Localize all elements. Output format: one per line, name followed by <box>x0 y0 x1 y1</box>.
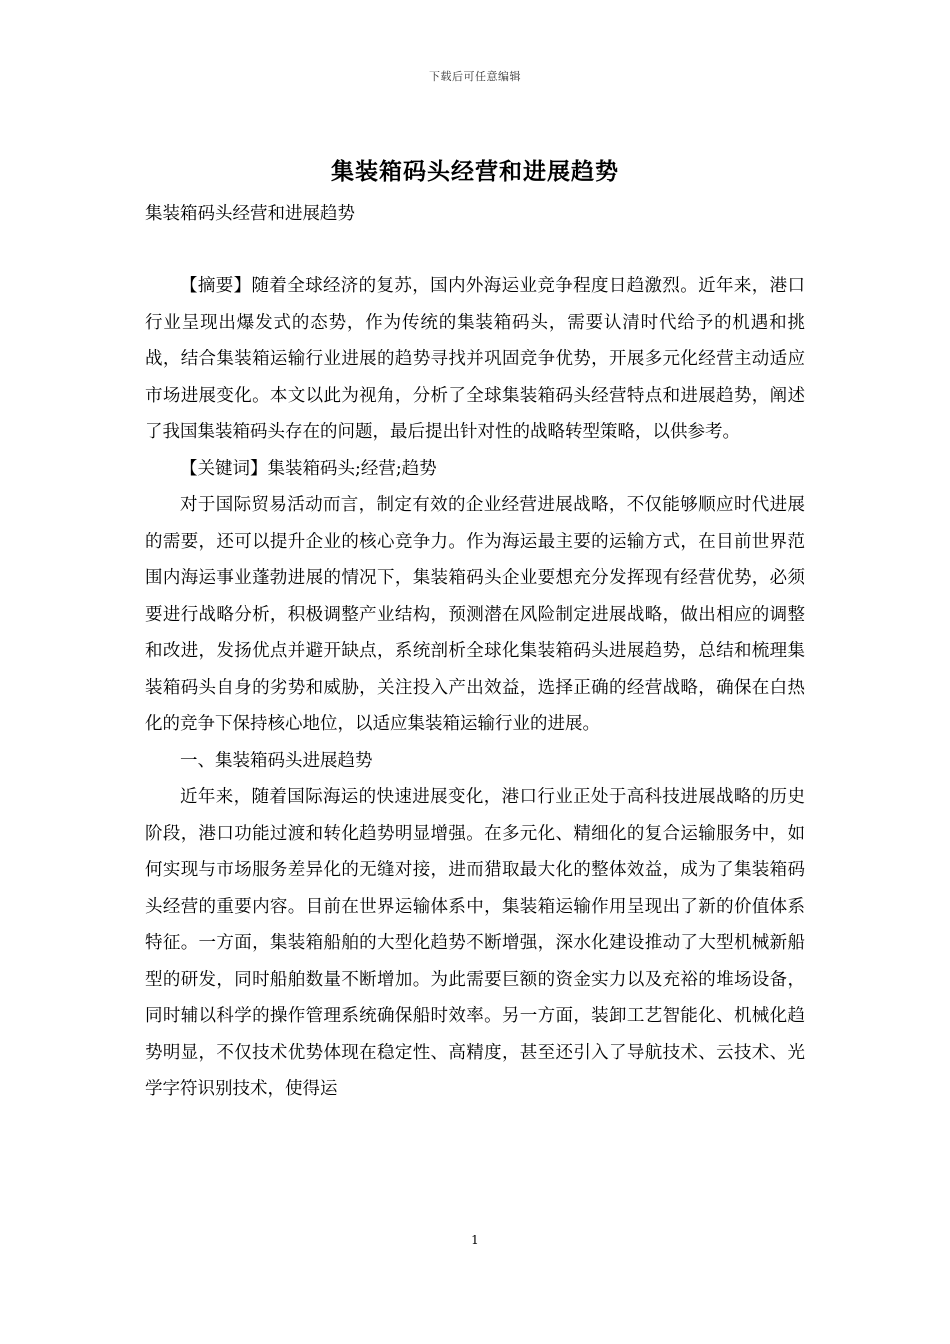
document-subtitle: 集装箱码头经营和进展趋势 <box>145 204 355 224</box>
section-heading: 一、集装箱码头进展趋势 <box>180 750 373 771</box>
body-paragraph: 近年来，随着国际海运的快速进展变化，港口行业正处于高科技进展战略的历史阶段，港口功能过渡和转化趋势明显增强。在多元化、精细化的复合运输服务中，如何实现与市场服务差异化的无缝对接，进而猎取最大化的整体效益，成为了集装箱码头经营的重要内容。目前在世界运输体系中，集装箱运输作用呈现出了新的价值体系特征。一方面，集装箱船舶的大型化趋势不断增强，深水化建设推动了大型机械新船型的研发，同时船舶数量不断增加。为此需要巨额的资金实力以及充裕的堆场设备，同时辅以科学的操作管理系统确保船时效率。另一方面，装卸工艺智能化、机械化趋势明显，不仅技术优势体现在稳定性、高精度，甚至还引入了导航技术、云技术、光学字符识别技术，使得运 <box>145 787 805 1099</box>
page-header-note: 下载后可任意编辑 <box>429 70 521 83</box>
body-paragraph: 对于国际贸易活动而言，制定有效的企业经营进展战略，不仅能够顺应时代进展的需要，还可以提升企业的核心竞争力。作为海运最主要的运输方式，在目前世界范围内海运事业蓬勃进展的情况下，集装箱码头企业要想充分发挥现有经营优势，必须要进行战略分析，积极调整产业结构，预测潜在风险制定进展战略，做出相应的调整和改进，发扬优点并避开缺点，系统剖析全球化集装箱码头进展趋势，总结和梳理集装箱码头自身的劣势和威胁，关注投入产出效益，选择正确的经营战略，确保在白热化的竞争下保持核心地位，以适应集装箱运输行业的进展。 <box>145 495 805 734</box>
document-title: 集装箱码头经营和进展趋势 <box>331 158 619 185</box>
keywords-paragraph: 【关键词】集装箱码头;经营;趋势 <box>180 458 437 479</box>
page-number: 1 <box>471 1233 479 1247</box>
document-body <box>145 268 805 1108</box>
abstract-paragraph: 【摘要】随着全球经济的复苏，国内外海运业竞争程度日趋激烈。近年来，港口行业呈现出爆发式的态势，作为传统的集装箱码头，需要认清时代给予的机遇和挑战，结合集装箱运输行业进展的趋势寻找并巩固竞争优势，开展多元化经营主动适应市场进展变化。本文以此为视角，分析了全球集装箱码头经营特点和进展趋势，阐述了我国集装箱码头存在的问题，最后提出针对性的战略转型策略，以供参考。 <box>145 276 805 442</box>
